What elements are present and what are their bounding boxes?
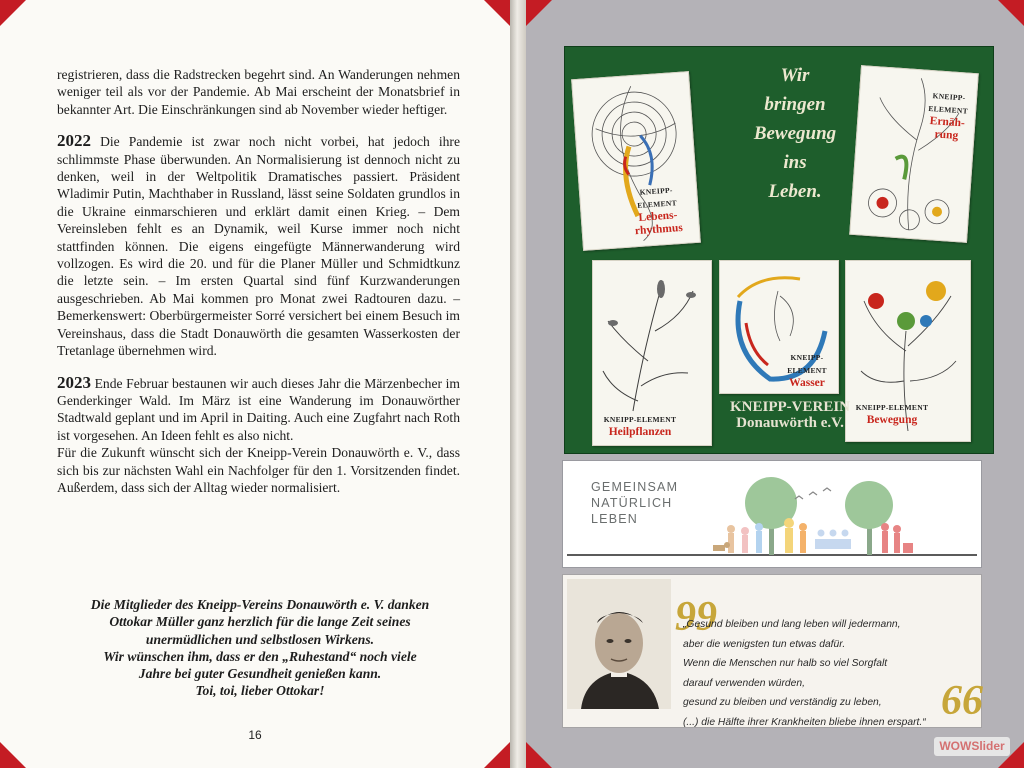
verein-name-line: KNEIPP-VEREIN — [729, 399, 850, 415]
chronicle-text — [57, 66, 460, 496]
right-page — [526, 0, 1024, 768]
card-bewegung — [845, 260, 971, 442]
slogan-line: Wir — [780, 65, 810, 86]
corner-top-right — [998, 0, 1024, 26]
wowslider-watermark[interactable]: WOWSlider — [934, 737, 1010, 756]
quote-line: (...) die Hälfte ihrer Krankheiten bliebe ihnen erspart.“ — [683, 716, 926, 728]
card-label-small: KNEIPP- — [932, 91, 966, 103]
card-heilpflanzen — [592, 260, 712, 446]
verein-name — [719, 399, 861, 431]
thanks-line: unermüdlichen und selbstlosen Wirkens. — [145, 631, 375, 647]
card-label-title: Lebens- — [638, 209, 678, 224]
quote-open-mark: 99 — [675, 594, 717, 640]
card-label-title: Bewegung — [866, 414, 918, 426]
card-lebensrhythmus — [571, 71, 701, 251]
card-label-title: Wasser — [789, 377, 825, 389]
slogan-line: bringen — [764, 94, 826, 115]
gemeinsam-banner — [562, 460, 982, 568]
paragraph-future: Für die Zukunft wünscht sich der Kneipp-Verein Donauwörth e. V., dass sich bis zur nächsten Wahl ein Nachfolger für den 1. Vorsitzenden findet. Außerdem, dass sich der Alltag wieder normalisiert. — [57, 445, 460, 495]
corner-bottom-left — [526, 742, 552, 768]
quote-line: gesund zu bleiben und verständig zu leben, — [683, 697, 882, 708]
paragraph-2023 — [57, 374, 460, 445]
book-gutter — [510, 0, 526, 768]
card-label-small: KNEIPP- — [790, 353, 824, 362]
corner-top-left — [0, 0, 26, 26]
card-label-title: Heilpflanzen — [608, 426, 672, 438]
slogan — [735, 61, 855, 206]
card-label — [620, 182, 695, 239]
verein-name-line: Donauwörth e.V. — [736, 415, 844, 431]
quote-line: aber die wenigsten tun etwas dafür. — [683, 638, 846, 650]
card-label-small: KNEIPP-ELEMENT — [855, 403, 929, 412]
text-2022: Die Pandemie ist zwar noch nicht vorbei, hat jedoch ihre schlimmste Phase überwunden. An Normalisierung ist dennoch nicht zu denken, weil in der Weltpolitik Dramatisches passiert. Präsident Wladimir Putin, Machthaber in Russland, lässt seine Soldaten grundlos in die Ukraine einmarschieren und erklärt damit einen Krieg. – Dem Vereinsleben fehlt es an Dynamik, weil Kurse immer noch nicht stattfinden können. Die eigens eingefügte Männerwanderung wird vollzogen. Es wird die 20. und für die Planer Müller und Schmidtkunz die letzte sein. – Im ersten Quartal sind fünf Kurzwanderungen ausgeschrieben. Ab Mai kommen pro Monat zwei Radtouren dazu. – Bemerkenswert: Oberbürgermeister Sorré versichert bei einem Besuch im Vereinshaus, dass die Stadt Donauwörth die gesamten Wasserkosten der Tretanlage übernehmen wird. — [57, 134, 460, 359]
quote-line: darauf verwenden würden, — [683, 677, 805, 689]
year-2023-heading: 2023 — [57, 372, 91, 392]
card-label-small: ELEMENT — [928, 103, 969, 116]
quote-line: Wenn die Menschen nur halb so viel Sorgfalt — [683, 658, 888, 669]
slogan-line: Bewegung — [753, 123, 837, 144]
thanks-line: Die Mitglieder des Kneipp-Vereins Donauwörth e. V. danken — [90, 597, 430, 612]
card-label-title: rung — [934, 128, 959, 143]
corner-top-right — [484, 0, 510, 26]
banner-line: GEMEINSAM — [591, 480, 679, 494]
year-2022-heading: 2022 — [57, 131, 91, 151]
text-2023: Ende Februar bestaunen wir auch dieses Jahr die Märzenbecher im Genderkinger Wald. Im März ist eine Wanderung im Donauwörther Stadtwald geplant und im April in Daiting. Auch eine Zugfahrt nach Roth ist vorgesehen. An Ideen fehlt es also nicht. — [57, 375, 460, 443]
thanks-line: Toi, toi, lieber Ottokar! — [195, 683, 325, 699]
card-label — [919, 88, 976, 144]
people-and-trees-icon — [563, 461, 981, 567]
card-ernaehrung — [849, 65, 979, 243]
kneipp-quote — [683, 615, 973, 732]
card-label — [778, 351, 836, 390]
card-label-small: ELEMENT — [636, 198, 678, 211]
quote-line: „Gesund bleiben und lang leben will jedermann, — [683, 619, 901, 630]
card-wasser — [719, 260, 839, 394]
kneipp-elements-panel — [564, 46, 994, 454]
sebastian-kneipp-portrait-icon — [567, 579, 671, 709]
paragraph-intro: registrieren, dass die Radstrecken begehrt sind. An Wanderungen nehmen weniger teil als vor der Pandemie. Ab Mai erscheint der Monatsbrief in bekannter Art. Die Einschränkungen sind ab November wieder heftiger. — [57, 67, 460, 117]
card-label-small: ELEMENT — [787, 366, 827, 375]
card-label-small: KNEIPP- — [639, 185, 673, 197]
card-label — [595, 413, 685, 439]
card-label-small: KNEIPP-ELEMENT — [603, 415, 677, 424]
corner-bottom-right — [484, 742, 510, 768]
paragraph-2022 — [57, 132, 460, 359]
thanks-message — [40, 596, 480, 700]
corner-top-left — [526, 0, 552, 26]
thanks-line: Jahre bei guter Gesundheit genießen kann. — [138, 666, 382, 682]
card-label-title: Ernäh- — [929, 115, 966, 130]
corner-bottom-left — [0, 742, 26, 768]
banner-line: NATÜRLICH — [591, 496, 673, 510]
kneipp-quote-box — [562, 574, 982, 728]
banner-line: LEBEN — [591, 512, 638, 526]
card-label-title: rhythmus — [634, 221, 684, 238]
quote-close-mark: 66 — [941, 678, 983, 724]
card-label — [848, 401, 936, 427]
thanks-line: Ottokar Müller ganz herzlich für die lange Zeit seines — [109, 614, 411, 630]
slogan-line: ins — [783, 152, 807, 173]
page-number: 16 — [248, 728, 262, 742]
slogan-line: Leben. — [768, 181, 822, 202]
thanks-line: Wir wünschen ihm, dass er den „Ruhestand“ noch viele — [103, 648, 417, 664]
left-page — [0, 0, 510, 768]
